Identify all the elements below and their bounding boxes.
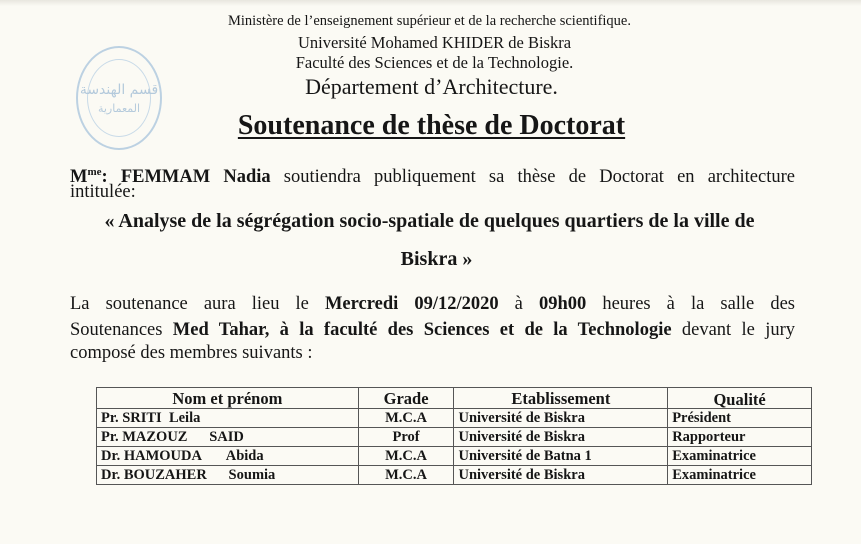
document-title: Soutenance de thèse de Doctorat <box>237 110 626 141</box>
col-header-institution: Etablissement <box>454 388 668 409</box>
page-top-edge <box>0 0 861 6</box>
schedule-after-time: heures à la salle des <box>586 294 795 314</box>
member-name: Pr. MAZOUZ SAID <box>97 428 359 447</box>
schedule-line-3: composé des membres suivants : <box>70 343 313 363</box>
schedule-line-2 <box>70 320 795 340</box>
member-name: Dr. BOUZAHER Soumia <box>97 466 359 485</box>
col-header-grade: Grade <box>358 388 454 409</box>
schedule-at: à <box>498 294 539 314</box>
announcement-line-2: intitulée: <box>70 182 136 202</box>
seal-lettering-2: ﺍﻟﻤﻌﻤﺎﺭﻳﺔ <box>97 102 141 115</box>
honorific-superscript: me <box>87 166 102 178</box>
room-prefix: Soutenances <box>70 320 173 340</box>
table-row <box>97 428 812 447</box>
thesis-title-line-1: « Analyse de la ségrégation socio-spatiale de quelques quartiers de la ville de <box>104 210 755 232</box>
member-institution: Université de Biskra <box>454 466 668 485</box>
thesis-title-line-2: Biskra » <box>400 248 473 270</box>
member-role: Examinatrice <box>668 447 812 466</box>
table-row <box>97 447 812 466</box>
defense-time: 09h00 <box>538 294 587 314</box>
member-institution: Université de Biskra <box>454 409 668 428</box>
announcement-text: soutiendra publiquement sa thèse de Doctorat en architecture <box>270 167 795 187</box>
member-grade: M.C.A <box>358 409 454 428</box>
defense-date: Mercredi 09/12/2020 <box>324 294 499 314</box>
table-row <box>97 409 812 428</box>
member-grade: M.C.A <box>358 447 454 466</box>
col-header-role: Qualité <box>668 388 812 409</box>
col-header-name: Nom et prénom <box>97 388 359 409</box>
university-line: Université Mohamed KHIDER de Biskra <box>297 33 572 52</box>
member-institution: Université de Batna 1 <box>454 447 668 466</box>
announcement-line-1 <box>70 162 795 187</box>
ministry-line: Ministère de l’enseignement supérieur et de la recherche scientifique. <box>227 13 631 29</box>
room-location: Med Tahar, à la faculté des Sciences et de la Technologie <box>172 320 672 340</box>
table-row <box>97 466 812 485</box>
schedule-intro: La soutenance aura lieu le <box>70 294 325 314</box>
candidate-name: : FEMMAM Nadia <box>101 167 271 187</box>
room-suffix: devant le jury <box>671 320 795 340</box>
seal-lettering: ﻗﺴﻢ ﺍﻟﻬﻨﺪﺳﺔ <box>79 82 159 98</box>
schedule-line-1 <box>70 294 795 314</box>
jury-header-row <box>97 388 812 409</box>
member-name: Pr. SRITI Leila <box>97 409 359 428</box>
jury-table <box>96 387 812 485</box>
honorific: M <box>70 167 88 187</box>
member-role: Rapporteur <box>668 428 812 447</box>
department-line: Département d’Architecture. <box>305 74 558 99</box>
member-role: Président <box>668 409 812 428</box>
member-name: Dr. HAMOUDA Abida <box>97 447 359 466</box>
member-grade: M.C.A <box>358 466 454 485</box>
member-role: Examinatrice <box>668 466 812 485</box>
member-institution: Université de Biskra <box>454 428 668 447</box>
faculty-line: Faculté des Sciences et de la Technologie. <box>295 53 574 72</box>
member-grade: Prof <box>358 428 454 447</box>
